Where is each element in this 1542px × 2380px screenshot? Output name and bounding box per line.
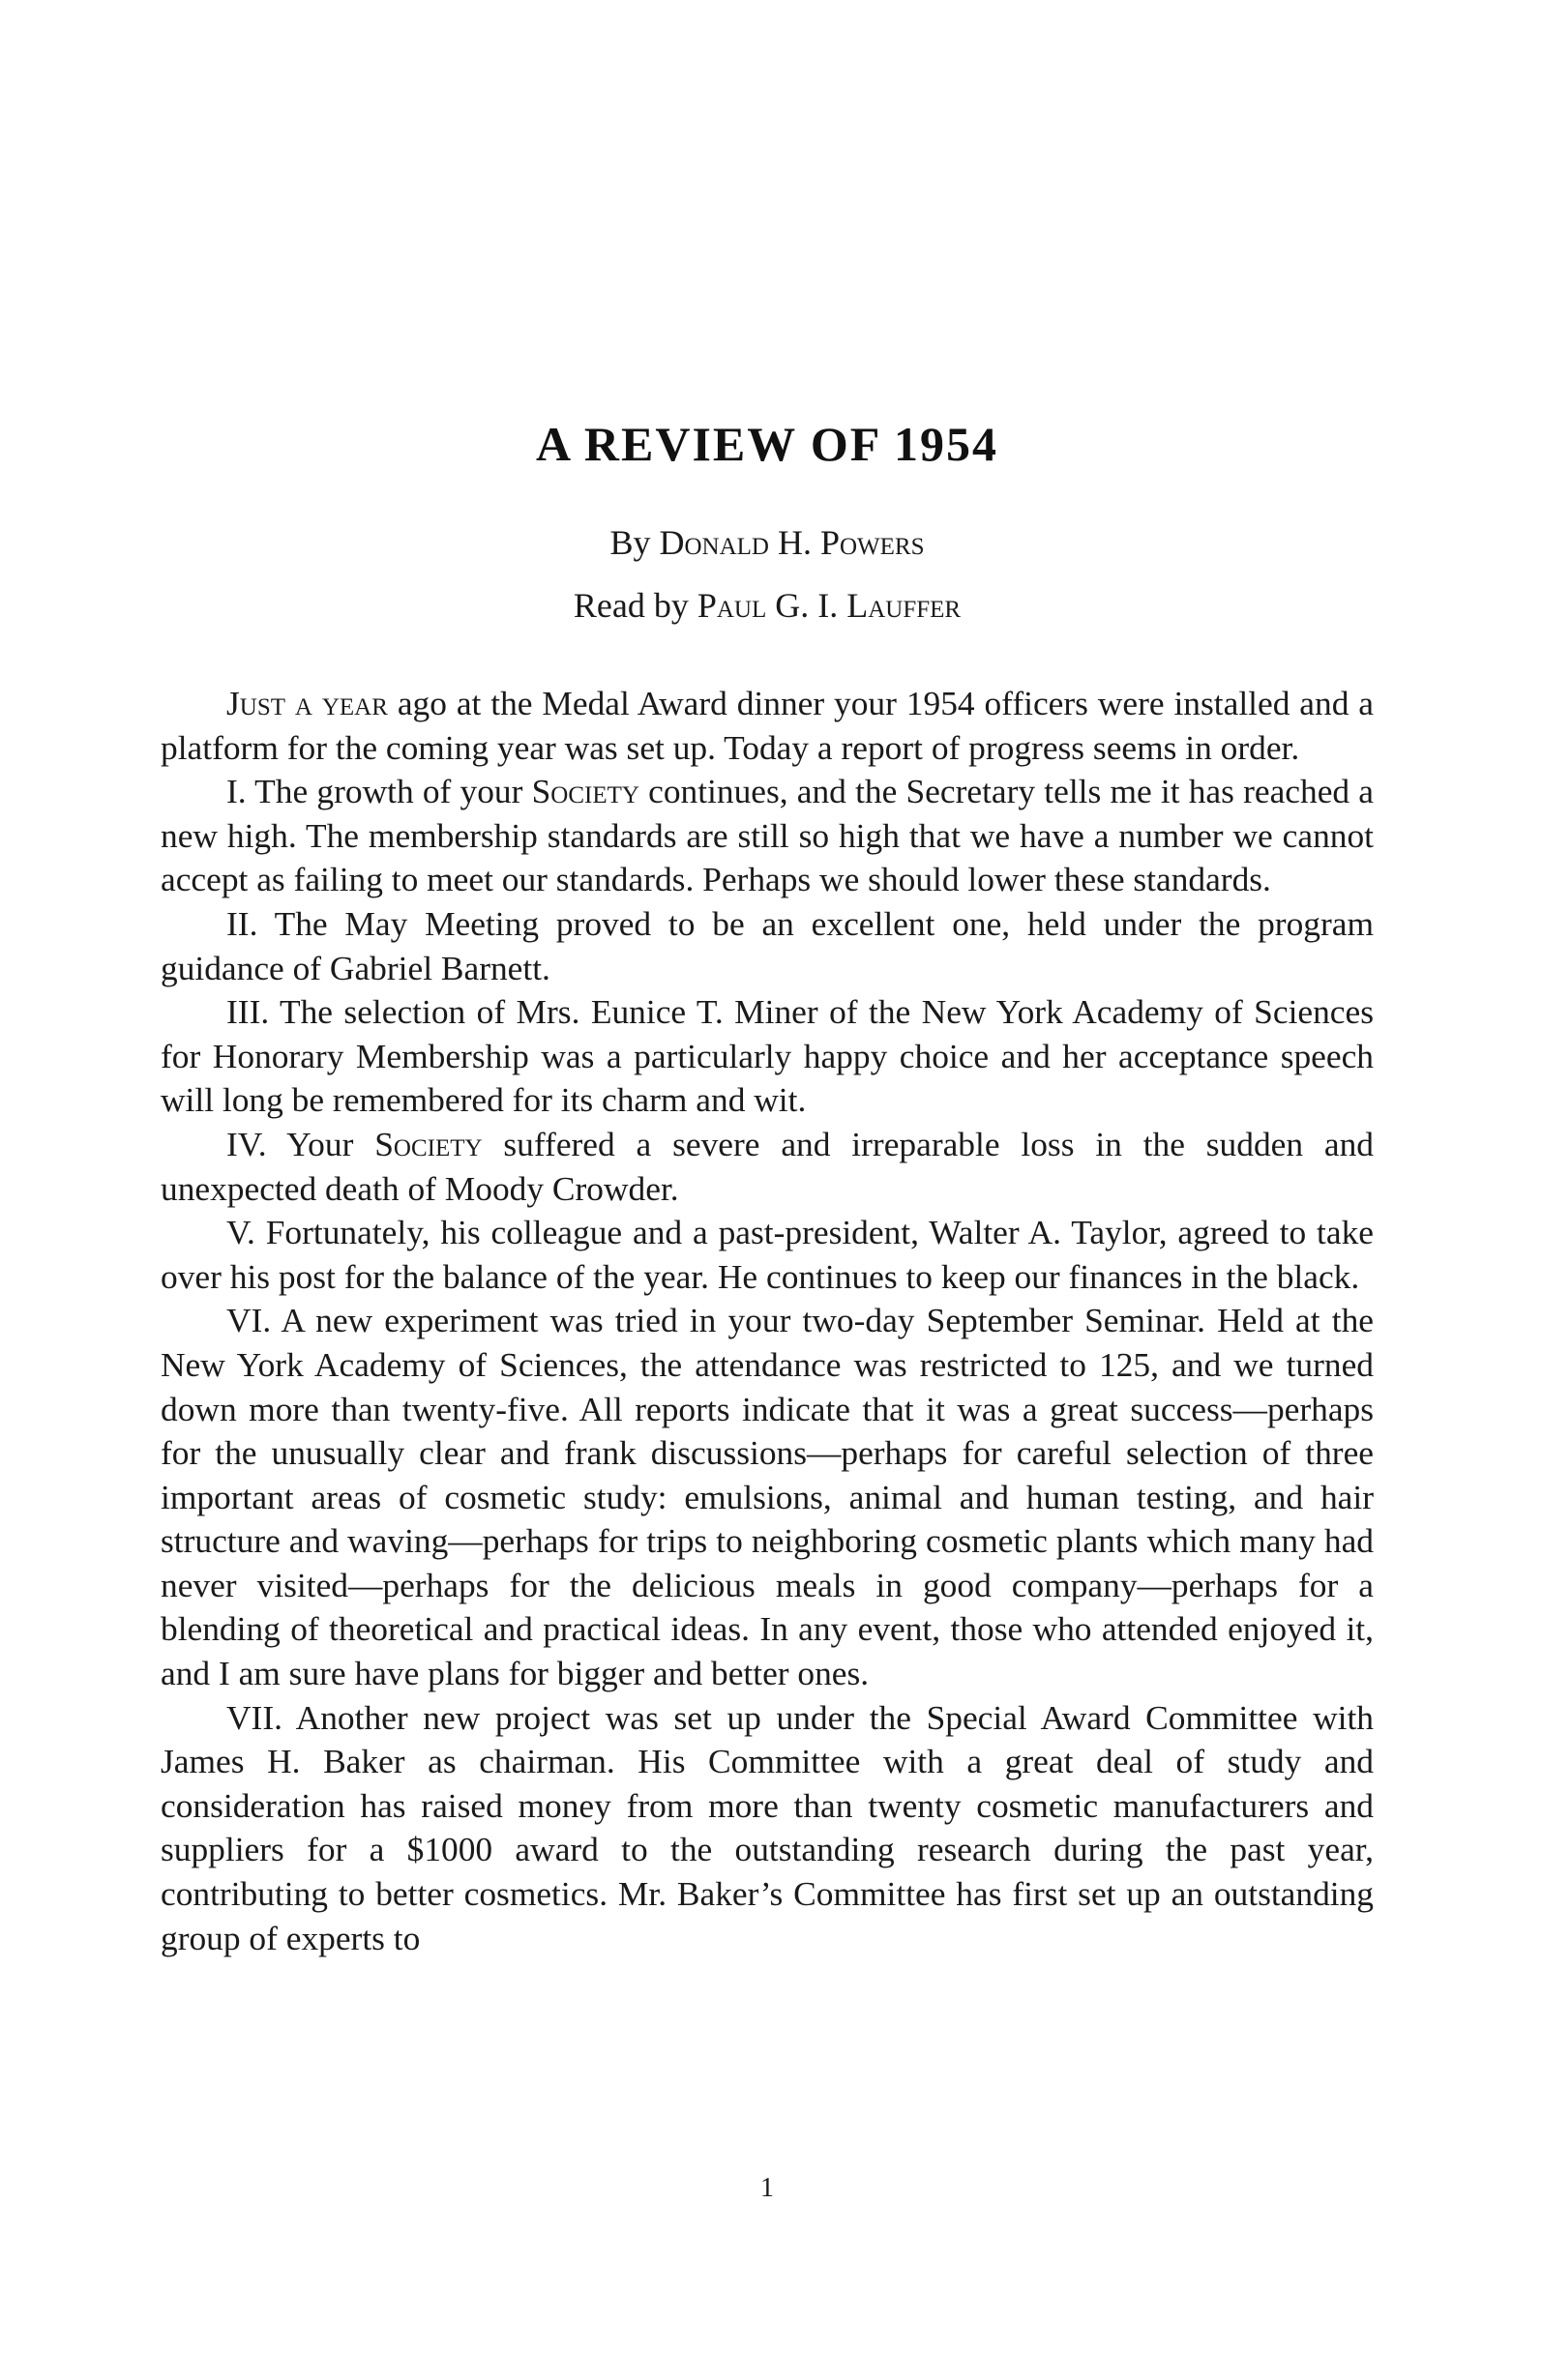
author-prefix: By: [609, 523, 660, 562]
page: [161, 0, 1374, 2380]
reader-name: Paul G. I. Lauffer: [697, 586, 962, 625]
society-small-caps: Society: [531, 772, 639, 811]
paragraph-item-6: VI. A new experiment was tried in your two-day September Seminar. Held at the New York Academy of Sciences, the attendance was restricted to 125, and we turned down more than twenty-five. All reports indicate that it was a great success—perhaps for the unusually clear and frank discussions—perhaps for careful selection of three important areas of cosmetic study: emulsions, animal and human testing, and hair structure and waving—perhaps for trips to neighboring cosmetic plants which many had never visited—perhaps for the delicious meals in good company—perhaps for a blending of theoretical and practical ideas. In any event, those who attended enjoyed it, and I am sure have plans for bigger and better ones.: [161, 1301, 1374, 1693]
paragraph-text: IV. Your: [226, 1124, 375, 1163]
paragraph-intro: [161, 682, 1374, 770]
reader-prefix: Read by: [573, 586, 697, 625]
reader-byline: [161, 585, 1374, 626]
society-small-caps: Society: [374, 1124, 483, 1163]
paragraph-item-2: II. The May Meeting proved to be an excellent one, held under the program guidance of Gabriel Barnett.: [161, 903, 1374, 987]
article-body: [161, 682, 1374, 1960]
paragraph-item-5: V. Fortunately, his colleague and a past-president, Walter A. Taylor, agreed to take over his post for the balance of the year. He continues to keep our finances in the black.: [161, 1213, 1374, 1296]
paragraph-item-4: [161, 1123, 1374, 1211]
paragraph-text: I. The growth of your: [226, 772, 532, 811]
paragraph-item-7: VII. Another new project was set up under the Special Award Committee with James H. Baker as chairman. His Committee with a great deal of study and consideration has raised money from more than twenty cosmetic manufacturers and suppliers for a $1000 award to the outstanding research during the past year, contributing to better cosmetics. Mr. Baker’s Committee has first set up an outstanding group of experts to: [161, 1697, 1374, 1957]
article-title: A REVIEW OF 1954: [536, 417, 998, 471]
paragraph-text: continues, and the Secretary tells me it has reached a new high. The membership standards are still so high that we have a number we cannot accept as failing to meet our standards. Perhaps we should lower these standards.: [161, 772, 1374, 899]
paragraph-item-3: III. The selection of Mrs. Eunice T. Miner of the New York Academy of Sciences for Honorary Membership was a particularly happy choice and her acceptance speech will long be remembered for its charm and wit.: [161, 992, 1374, 1120]
lead-in: Just a year: [226, 684, 388, 722]
author-name: Donald H. Powers: [659, 523, 925, 562]
paragraph-text: suffered a severe and irreparable loss in the sudden and unexpected death of Moody Crowder.: [161, 1124, 1375, 1208]
paragraph-text: ago at the Medal Award dinner your 1954 officers were installed and a platform for the coming year was set up. Today a report of progress seems in order.: [161, 684, 1374, 767]
paragraph-item-1: [161, 770, 1374, 902]
page-number: 1: [760, 2173, 774, 2203]
author-byline: [161, 522, 1374, 563]
